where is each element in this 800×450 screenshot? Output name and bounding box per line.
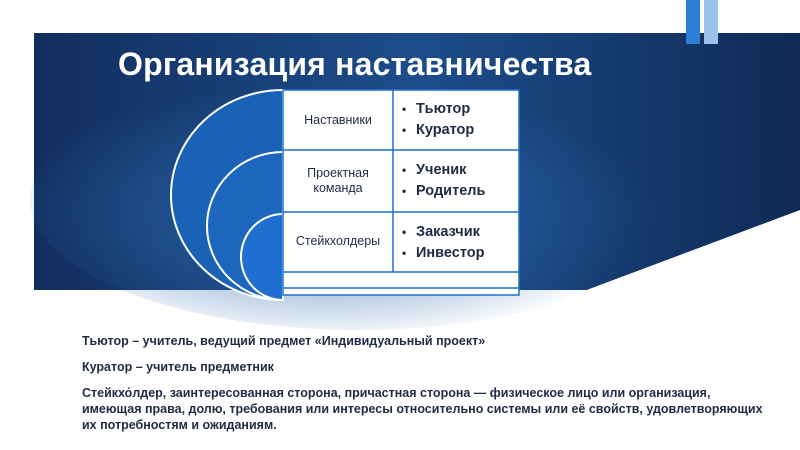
bullet-icon: • <box>402 184 407 198</box>
row-label-stakeholders: Стейкхолдеры <box>295 234 381 248</box>
row-label-mentors: Наставники <box>304 113 372 127</box>
item-text: Родитель <box>416 183 486 199</box>
bullet-icon: • <box>402 163 407 177</box>
item-text: Инвестор <box>416 245 485 261</box>
notes-block <box>82 333 772 443</box>
list-item <box>402 120 522 141</box>
bullet-icon: • <box>402 123 407 137</box>
row-label-project-team: Проектная команда <box>307 166 369 195</box>
note-stakeholder: Стейкхо́лдер, заинтересованная сторона, причастная сторона — физическое лицо или организация, имеющая права, долю, требования или интересы относительно системы или её свойств, удовлетворяющих их потребностям и ожиданиям. <box>82 386 763 432</box>
slide-title: Организация наставничества <box>118 46 592 82</box>
item-text: Заказчик <box>416 224 480 240</box>
row-items-mentors <box>402 99 522 141</box>
note-curator: Куратор – учитель предметник <box>82 360 274 374</box>
list-item <box>402 160 522 181</box>
item-text: Ученик <box>416 162 467 178</box>
row-items-stakeholders <box>402 222 522 264</box>
item-text: Куратор <box>416 122 475 138</box>
list-item <box>402 222 522 243</box>
list-item <box>402 181 522 202</box>
note-tutor: Тьютор – учитель, ведущий предмет «Индивидуальный проект» <box>82 334 486 348</box>
list-item <box>402 99 522 120</box>
list-item <box>402 243 522 264</box>
bullet-icon: • <box>402 246 407 260</box>
bullet-icon: • <box>402 102 407 116</box>
bullet-icon: • <box>402 225 407 239</box>
item-text: Тьютор <box>416 101 471 117</box>
row-items-project-team <box>402 160 522 202</box>
